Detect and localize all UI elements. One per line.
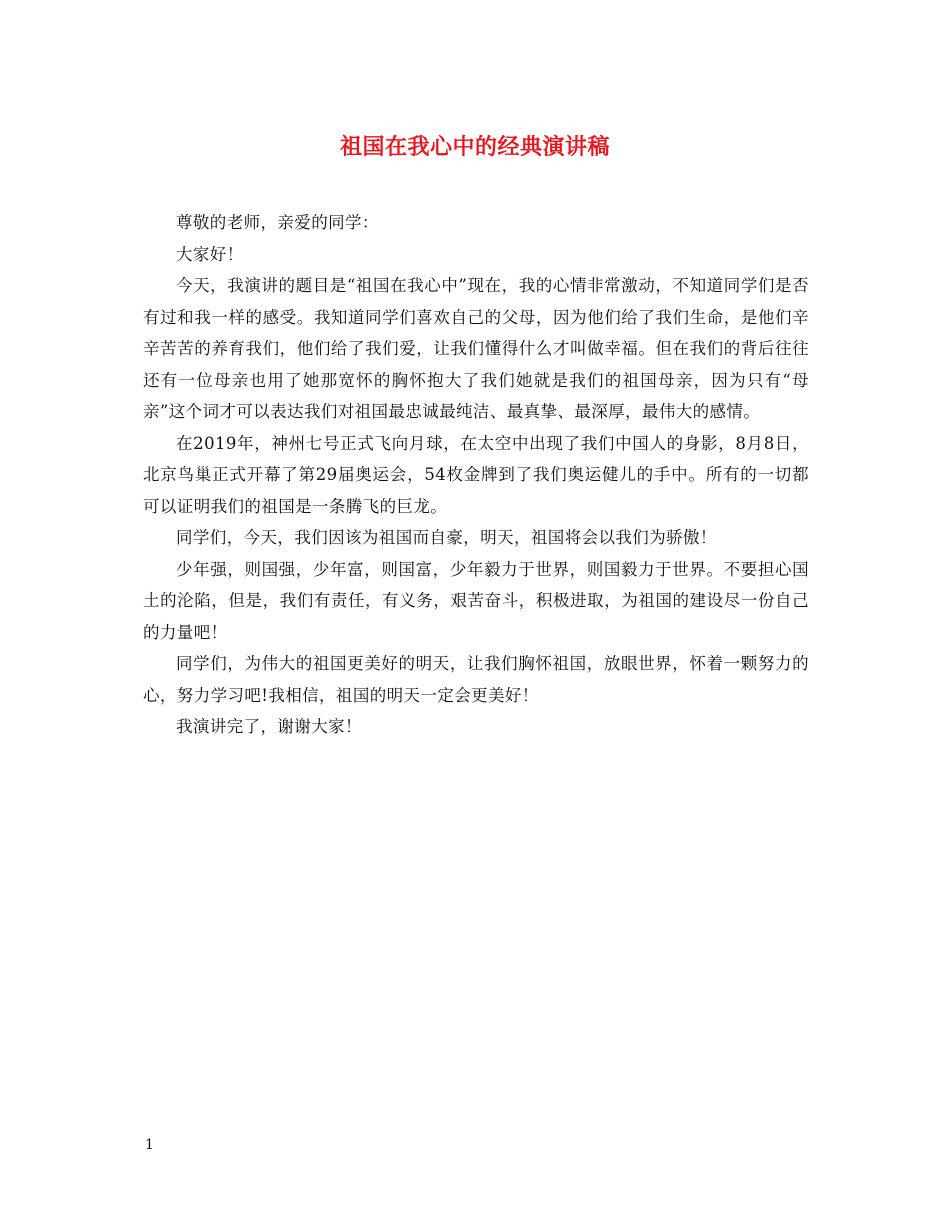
paragraph-closing: 我演讲完了，谢谢大家！ bbox=[176, 717, 362, 736]
paragraph-5: 同学们，为伟大的祖国更美好的明天，让我们胸怀祖国，放眼世界，怀着一颗努力的心，努力学习吧!我相信，祖国的明天一定会更美好！ bbox=[143, 654, 809, 705]
paragraph-1: 今天，我演讲的题目是“祖国在我心中”现在，我的心情非常激动，不知道同学们是否有过和我一样的感受。我知道同学们喜欢自己的父母，因为他们给了我们生命，是他们辛辛苦苦的养育我们，他们给了我们爱，让我们懂得什么才叫做幸福。但在我们的背后往往还有一位母亲也用了她那宽怀的胸怀抱大了我们她就是我们的祖国母亲，因为只有“母亲”这个词才可以表达我们对祖国最忠诚最纯洁、最真挚、最深厚，最伟大的感情。 bbox=[143, 276, 809, 421]
paragraph-4: 少年强，则国强，少年富，则国富，少年毅力于世界，则国毅力于世界。不要担心国土的沦陷，但是，我们有责任，有义务，艰苦奋斗，积极进取，为祖国的建设尽一份自己的力量吧！ bbox=[143, 559, 809, 642]
paragraph-2: 在2019年，神州七号正式飞向月球，在太空中出现了我们中国人的身影，8月8日，北京鸟巢正式开幕了第29届奥运会，54枚金牌到了我们奥运健儿的手中。所有的一切都可以证明我们的祖国是一条腾飞的巨龙。 bbox=[143, 433, 809, 516]
paragraph-salutation: 尊敬的老师，亲爱的同学： bbox=[176, 213, 379, 232]
page-number: 1 bbox=[145, 1137, 154, 1153]
paragraph-greeting: 大家好！ bbox=[176, 244, 244, 264]
document-title: 祖国在我心中的经典演讲稿 bbox=[339, 134, 610, 160]
paragraph-3: 同学们，今天，我们因该为祖国而自豪，明天，祖国将会以我们为骄傲！ bbox=[176, 528, 717, 547]
document-body bbox=[143, 207, 809, 743]
